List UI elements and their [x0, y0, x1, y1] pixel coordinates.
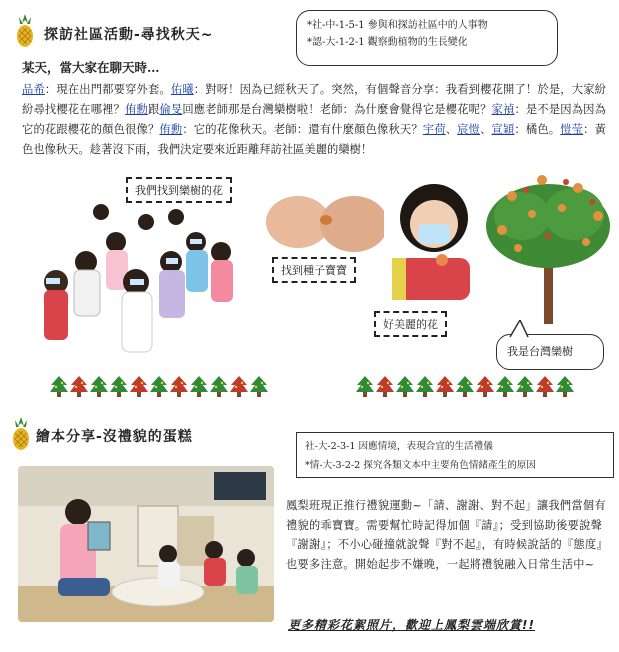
christmas-tree-icon [436, 376, 454, 398]
student-name: 宸愷 [457, 123, 481, 136]
christmas-tree-icon [356, 376, 374, 398]
story-paragraph [22, 80, 606, 160]
children-group-photo [26, 182, 238, 364]
christmas-tree-icon [476, 376, 494, 398]
story-text: 跟 [147, 103, 160, 116]
christmas-tree-icon [170, 376, 188, 398]
pineapple-icon [10, 417, 32, 451]
objective: *認-大-1-2-1 觀察動植物的生長變化 [307, 37, 468, 48]
learning-objectives-box [296, 432, 614, 478]
student-name: 品希 [22, 83, 45, 96]
section-title: 繪本分享-沒禮貌的蛋糕 [36, 429, 193, 445]
student-name: 侑勳 [159, 123, 183, 136]
story-text: ：它的花像秋天。老師：還有什麼顏色像秋天？ [182, 123, 423, 136]
christmas-tree-icon [416, 376, 434, 398]
photo-caption-beautiful-flower: 好美麗的花 [374, 311, 447, 337]
speech-bubble-tail [508, 320, 530, 338]
christmas-tree-icon [456, 376, 474, 398]
learning-objectives-box [296, 10, 558, 66]
christmas-tree-icon [396, 376, 414, 398]
story-subtitle: 某天，當大家在聊天時… [22, 60, 160, 75]
classroom-storytime-photo [18, 466, 274, 622]
christmas-tree-row-right [356, 376, 574, 398]
christmas-tree-icon [230, 376, 248, 398]
christmas-tree-icon [210, 376, 228, 398]
christmas-tree-icon [496, 376, 514, 398]
christmas-tree-icon [376, 376, 394, 398]
christmas-tree-icon [130, 376, 148, 398]
christmas-tree-icon [516, 376, 534, 398]
christmas-tree-row-left [50, 376, 268, 398]
story-text: ：現在出門都要穿外套。 [44, 83, 171, 96]
story-text: 回應老師那是台灣欒樹啦！老師：為什麼會覺得它是櫻花呢？ [182, 103, 492, 116]
story-paragraph: 鳳梨班現正推行禮貌運動~「請、謝謝、對不起」讓我們當個有禮貌的乖寶寶。需要幫忙時記得加個『請』；受到協助後要說聲『謝謝』；不小心碰撞就說聲『對不起』，有時候說話的『態度』也要多注意。開始起步不嫌晚，一起將禮貌融入日常生活中~ [286, 499, 608, 571]
cloud-album-link[interactable]: 更多精彩花絮照片，歡迎上鳳梨雲端欣賞!! [288, 618, 535, 632]
christmas-tree-icon [150, 376, 168, 398]
taiwan-goldenrain-tree-illustration [482, 166, 616, 326]
pineapple-icon [14, 14, 36, 48]
christmas-tree-icon [50, 376, 68, 398]
objective: *情-大-3-2-2 探究各類文本中主要角色情緒產生的原因 [305, 460, 536, 471]
student-name: 佑曦 [170, 83, 194, 96]
student-name: 愷莹 [560, 123, 584, 136]
story-text: 、 [480, 123, 492, 136]
story-text: ：是不是因為因為它的花跟櫻花的顏色很像？ [22, 103, 606, 136]
student-name: 宇荷 [422, 123, 446, 136]
girl-flower-photo [384, 172, 482, 300]
christmas-tree-icon [250, 376, 268, 398]
photo-caption-found-flower: 我們找到欒樹的花 [126, 177, 232, 203]
objective: *社-中-1-5-1 參與和探訪社區中的人事物 [307, 20, 488, 31]
student-name: 侑勳 [125, 103, 148, 116]
christmas-tree-icon [90, 376, 108, 398]
christmas-tree-icon [536, 376, 554, 398]
photo-caption-found-seed: 找到種子寶寶 [272, 257, 356, 283]
story-text: ：黃色也像秋天。趁著沒下雨，我們決定要來近距離拜訪社區美麗的欒樹！ [22, 123, 606, 156]
hands-seed-photo [258, 182, 394, 262]
story-text: 、 [445, 123, 458, 136]
tree-speech-bubble: 我是台灣欒樹 [496, 334, 604, 370]
section-title: 探訪社區活動-尋找秋天~ [44, 27, 214, 43]
christmas-tree-icon [70, 376, 88, 398]
student-name: 家禎 [491, 103, 515, 116]
christmas-tree-icon [110, 376, 128, 398]
christmas-tree-icon [556, 376, 574, 398]
christmas-tree-icon [190, 376, 208, 398]
story-text: ：橘色。 [514, 123, 561, 136]
student-name: 宣穎 [491, 123, 515, 136]
objective: 社-大-2-3-1 因應情境，表現合宜的生活禮儀 [305, 441, 493, 452]
story-text: ：對呀！因為已經秋天了。突然，有個聲音分享：我看到櫻花開了！於是，大家紛紛尋找櫻花在哪裡？ [22, 83, 606, 116]
student-name: 倫旻 [159, 103, 183, 116]
